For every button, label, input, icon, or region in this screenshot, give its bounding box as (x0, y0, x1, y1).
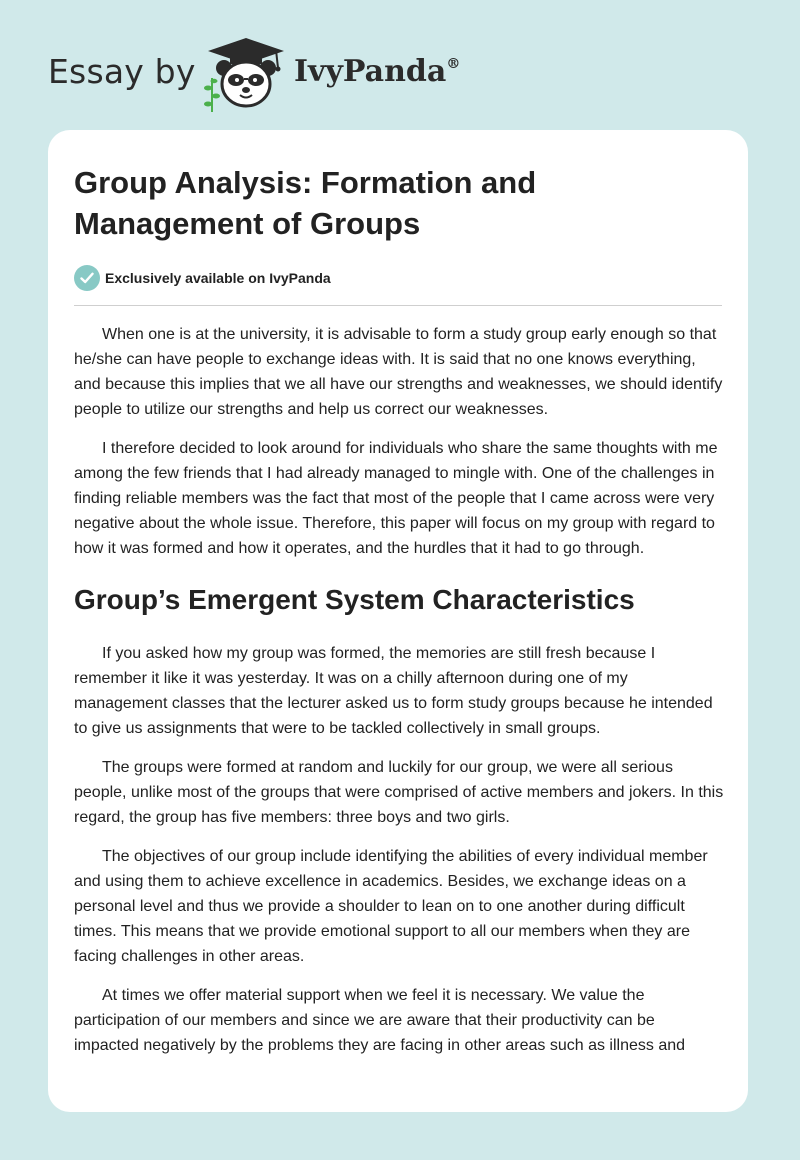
panda-graduate-icon[interactable] (200, 34, 292, 112)
essay-body (74, 322, 724, 1058)
brand-prefix: Essay by (48, 52, 196, 91)
paragraph: I therefore decided to look around for individuals who share the same thoughts with me among the few friends that I had already managed to mingle with. One of the challenges in finding reliable members was the fact that most of the people that I came across were very negative about the whole issue. Therefore, this paper will focus on my group with regard to how it was formed and how it operates, and the hurdles that it had to go through. (74, 440, 718, 557)
site-header (48, 34, 748, 114)
divider (74, 305, 722, 306)
badge-text: Exclusively available on IvyPanda (105, 270, 331, 286)
check-circle-icon (74, 265, 100, 291)
registered-mark: ® (446, 56, 461, 72)
brand-name[interactable]: IvyPanda® (294, 54, 461, 89)
paragraph: At times we offer material support when we feel it is necessary. We value the participation of our members and since we are aware that their productivity can be impacted negatively by the problems they are facing in other areas such as illness and (74, 987, 686, 1054)
essay-content (74, 162, 724, 1072)
section-heading: Group’s Emergent System Characteristics (74, 584, 635, 615)
paragraph: When one is at the university, it is advisable to form a study group early enough so that he/she can have people to exchange ideas with. It is said that no one knows everything, and because this implies that we all have our strengths and weaknesses, we should identify people to utilize our strengths and help us correct our weaknesses. (74, 326, 723, 418)
paragraph: The groups were formed at random and luckily for our group, we were all serious people, unlike most of the groups that were comprised of active members and jokers. In this regard, the group has five members: three boys and two girls. (74, 759, 724, 826)
essay-title: Group Analysis: Formation and Management of Groups (74, 165, 537, 241)
paragraph: If you asked how my group was formed, the memories are still fresh because I remember it like it was yesterday. It was on a chilly afternoon during one of my management classes that the lecturer asked us to form study groups because he intended to give us assignments that were to be tackled collectively in small groups. (74, 645, 713, 737)
exclusive-badge (74, 264, 724, 292)
essay-card (48, 130, 748, 1112)
paragraph: The objectives of our group include identifying the abilities of every individual member and using them to achieve excellence in academics. Besides, we exchange ideas on a personal level and thus we provide a shoulder to lean on to one another during difficult times. This means that we provide emotional support to all our members when they are facing challenges in other areas. (74, 848, 708, 965)
